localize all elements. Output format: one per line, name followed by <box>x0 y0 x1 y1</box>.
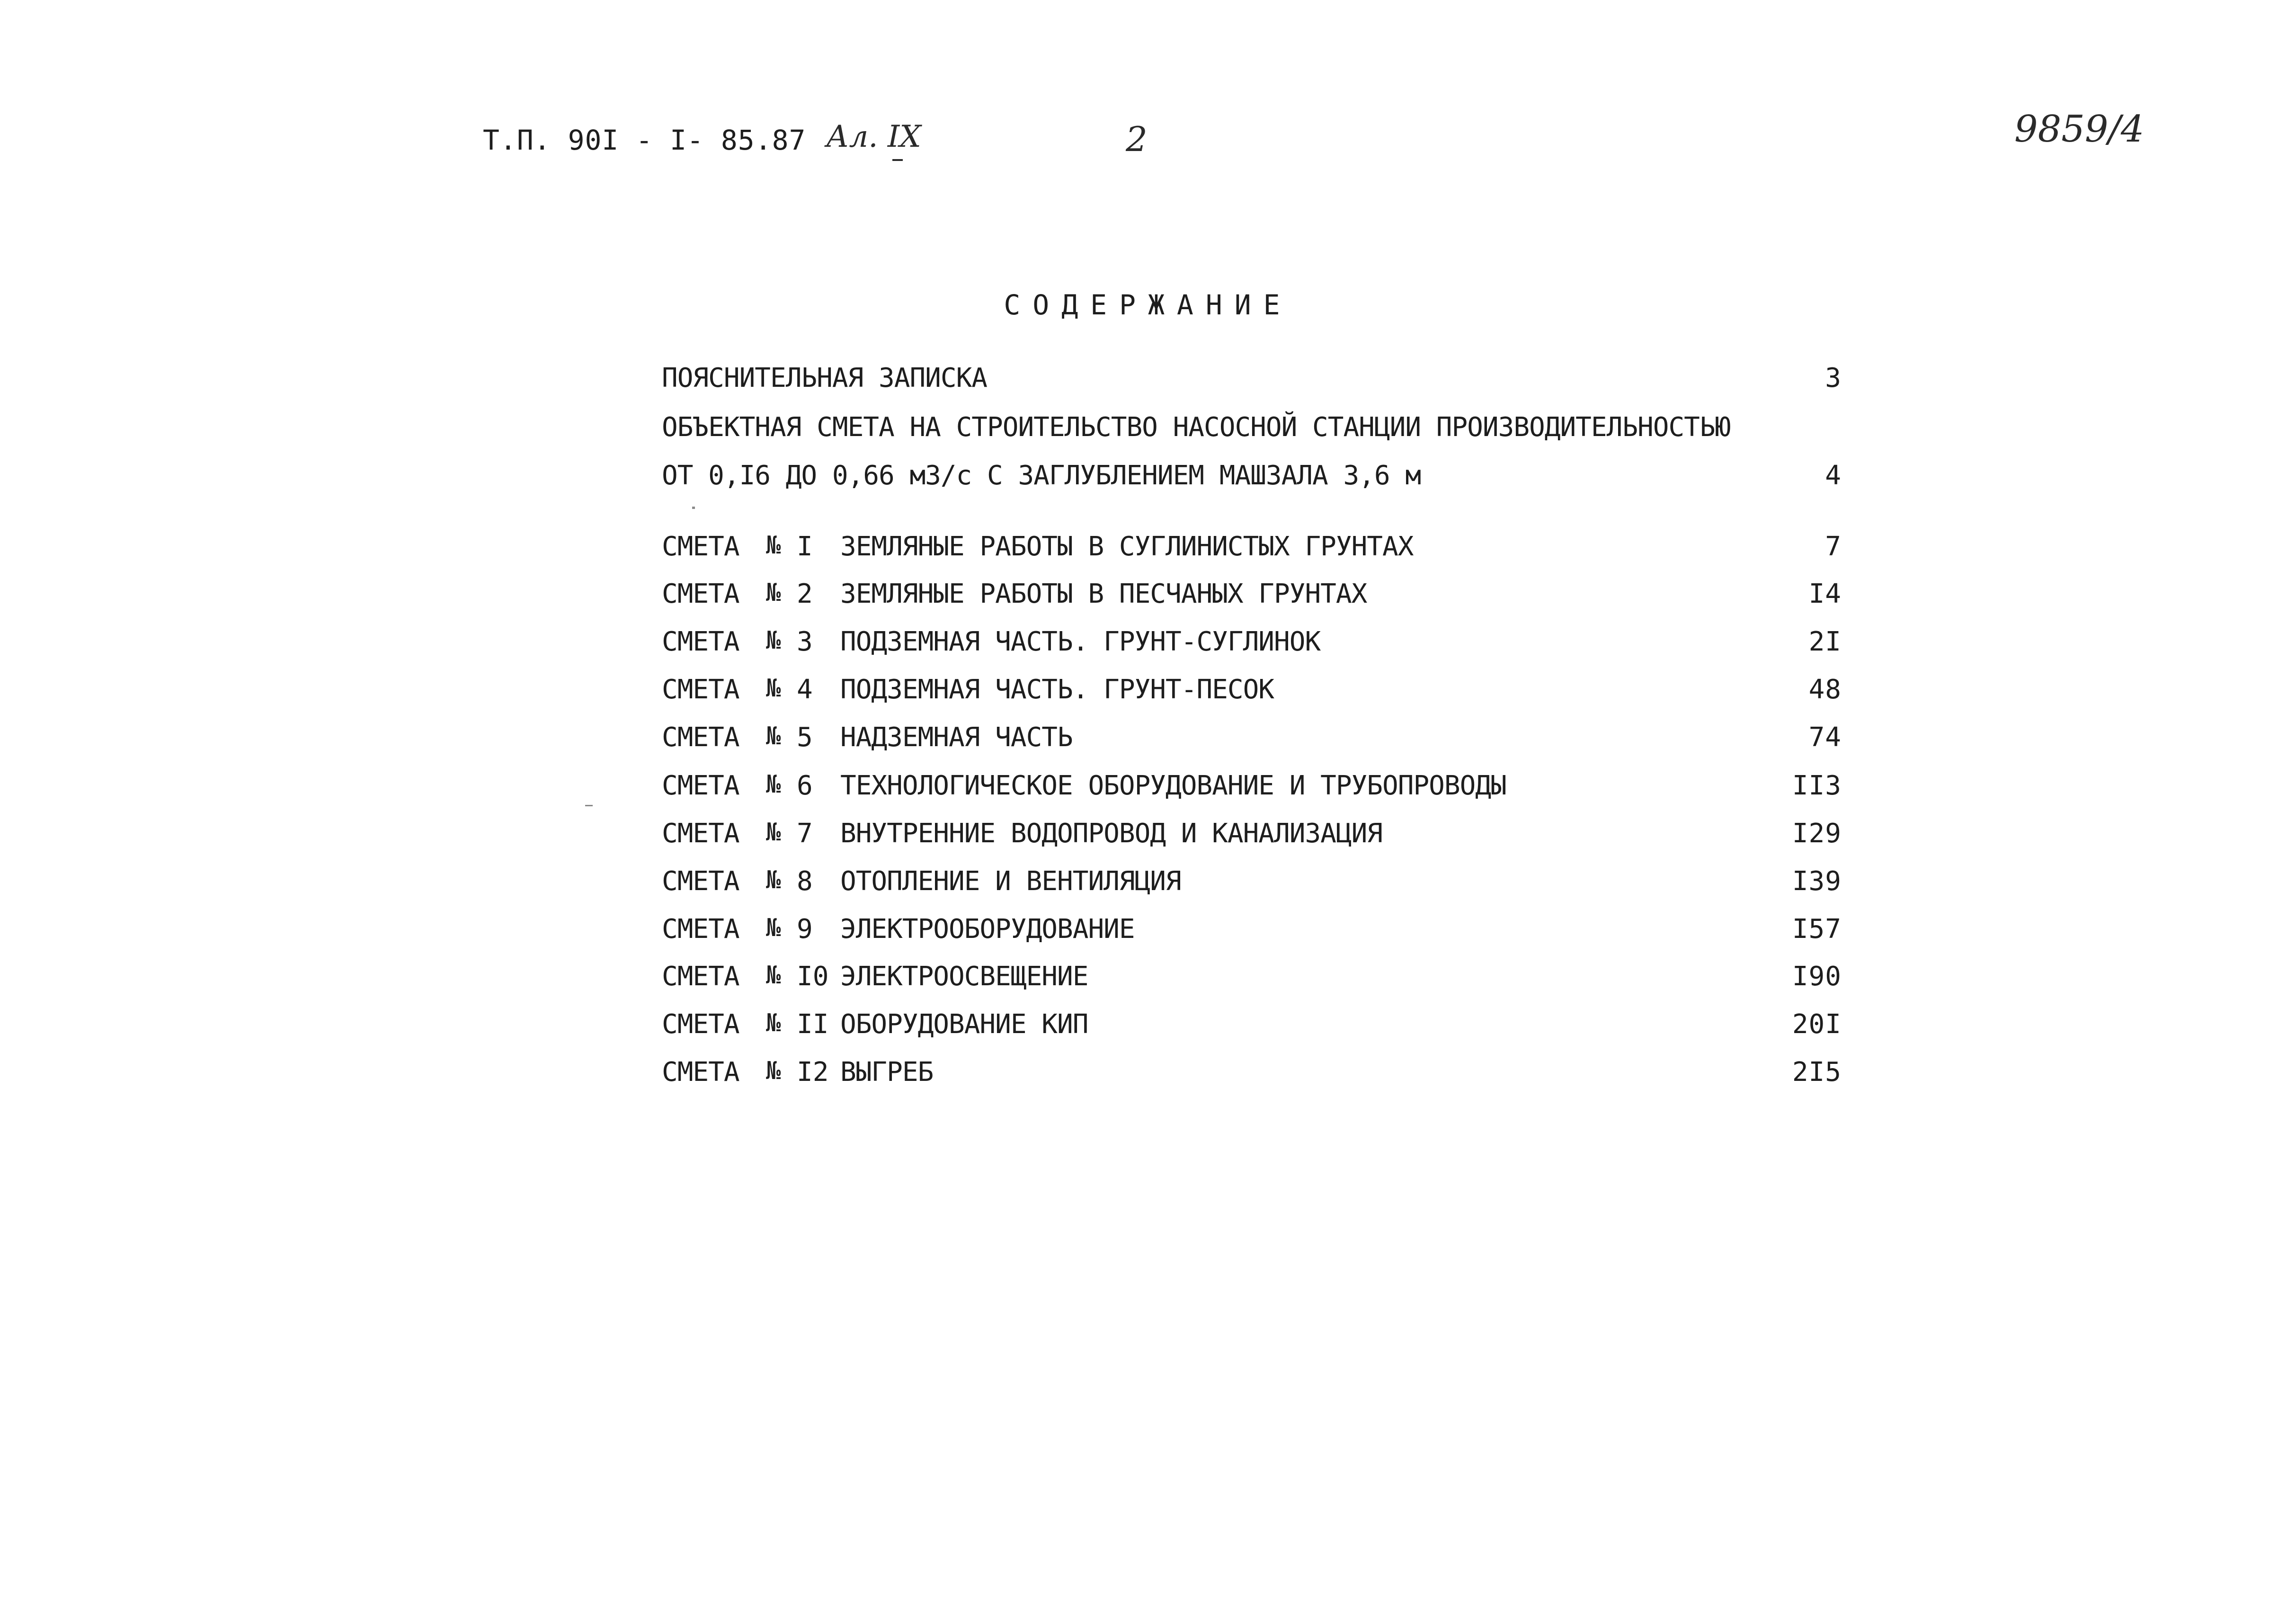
estimate-number: 8 <box>797 866 813 897</box>
estimate-name: ТЕХНОЛОГИЧЕСКОЕ ОБОРУДОВАНИЕ И ТРУБОПРОВОДЫ <box>840 770 1506 801</box>
estimate-page: 2I5 <box>1792 1057 1842 1088</box>
estimate-name: ЗЕМЛЯНЫЕ РАБОТЫ В СУГЛИНИСТЫХ ГРУНТАХ <box>840 531 1414 562</box>
estimate-row <box>0 866 2296 904</box>
estimate-page: 48 <box>1808 674 1842 705</box>
estimate-number-sign: № <box>766 1009 780 1037</box>
intro-page-3: 4 <box>1825 460 1842 491</box>
estimate-number-sign: № <box>766 531 780 560</box>
estimate-number-sign: № <box>766 626 780 655</box>
intro-line-3: ОТ 0,I6 ДО 0,66 м3/с С ЗАГЛУБЛЕНИЕМ МАШЗАЛА 3,6 м <box>662 460 1421 491</box>
estimate-keyword: СМЕТА <box>662 1009 739 1040</box>
estimate-number: 6 <box>797 770 813 801</box>
estimate-number: I <box>797 531 813 562</box>
document-code: Т.П. 90I - I- 85.87 <box>483 124 806 156</box>
estimate-row <box>0 770 2296 808</box>
estimate-number: 2 <box>797 579 813 609</box>
album-number: Ал. IX <box>826 119 921 154</box>
estimate-number-sign: № <box>766 579 780 607</box>
estimate-row <box>0 722 2296 760</box>
estimate-number: 9 <box>797 914 813 945</box>
estimate-row <box>0 1057 2296 1095</box>
estimate-name: ЗЕМЛЯНЫЕ РАБОТЫ В ПЕСЧАНЫХ ГРУНТАХ <box>840 579 1367 609</box>
estimate-keyword: СМЕТА <box>662 531 739 562</box>
estimate-name: ПОДЗЕМНАЯ ЧАСТЬ. ГРУНТ-ПЕСОК <box>840 674 1274 705</box>
album-underline <box>892 159 903 161</box>
estimate-page: I90 <box>1792 961 1842 992</box>
estimate-row <box>0 818 2296 856</box>
estimate-row <box>0 626 2296 664</box>
estimate-keyword: СМЕТА <box>662 961 739 992</box>
estimate-number: II <box>797 1009 829 1040</box>
contents-title: СОДЕРЖАНИЕ <box>1004 289 1292 321</box>
estimate-page: I29 <box>1792 818 1842 849</box>
estimate-number: I0 <box>797 961 829 992</box>
estimate-name: ВЫГРЕБ <box>840 1057 934 1088</box>
estimate-row <box>0 674 2296 712</box>
estimate-keyword: СМЕТА <box>662 818 739 849</box>
estimate-keyword: СМЕТА <box>662 626 739 657</box>
estimate-number-sign: № <box>766 722 780 750</box>
estimate-page: I57 <box>1792 914 1842 945</box>
estimate-number-sign: № <box>766 866 780 894</box>
estimate-page: I39 <box>1792 866 1842 897</box>
estimate-row <box>0 579 2296 616</box>
intro-line-1: ПОЯСНИТЕЛЬНАЯ ЗАПИСКА <box>662 363 988 393</box>
estimate-page: I4 <box>1808 579 1842 609</box>
estimate-name: ОТОПЛЕНИЕ И ВЕНТИЛЯЦИЯ <box>840 866 1181 897</box>
estimate-number-sign: № <box>766 1057 780 1085</box>
estimate-name: ЭЛЕКТРООСВЕЩЕНИЕ <box>840 961 1088 992</box>
page-number: 2 <box>1126 119 1148 159</box>
estimate-row <box>0 914 2296 952</box>
estimate-keyword: СМЕТА <box>662 866 739 897</box>
estimate-page: 20I <box>1792 1009 1842 1040</box>
inventory-number: 9859/4 <box>2014 108 2145 151</box>
estimate-number-sign: № <box>766 818 780 847</box>
estimate-number-sign: № <box>766 770 780 799</box>
estimate-name: ОБОРУДОВАНИЕ КИП <box>840 1009 1088 1040</box>
estimate-row <box>0 1009 2296 1047</box>
estimate-page: 2I <box>1808 626 1842 657</box>
estimate-keyword: СМЕТА <box>662 579 739 609</box>
estimate-row <box>0 961 2296 999</box>
intro-line-2: ОБЪЕКТНАЯ СМЕТА НА СТРОИТЕЛЬСТВО НАСОСНОЙ СТАНЦИИ ПРОИЗВОДИТЕЛЬНОСТЬЮ <box>662 412 1731 443</box>
estimate-page: 7 <box>1825 531 1842 562</box>
estimate-keyword: СМЕТА <box>662 1057 739 1088</box>
scan-speck <box>692 507 695 509</box>
estimate-number: 3 <box>797 626 813 657</box>
estimate-name: НАДЗЕМНАЯ ЧАСТЬ <box>840 722 1073 753</box>
estimate-number: I2 <box>797 1057 829 1088</box>
estimate-number-sign: № <box>766 961 780 990</box>
estimate-row <box>0 531 2296 569</box>
estimate-page: 74 <box>1808 722 1842 753</box>
estimate-number-sign: № <box>766 914 780 942</box>
intro-page-1: 3 <box>1825 363 1842 393</box>
estimate-number: 5 <box>797 722 813 753</box>
estimate-keyword: СМЕТА <box>662 674 739 705</box>
estimate-number: 4 <box>797 674 813 705</box>
estimate-keyword: СМЕТА <box>662 722 739 753</box>
estimate-keyword: СМЕТА <box>662 770 739 801</box>
estimate-page: II3 <box>1792 770 1842 801</box>
estimate-keyword: СМЕТА <box>662 914 739 945</box>
estimate-number: 7 <box>797 818 813 849</box>
estimate-number-sign: № <box>766 674 780 703</box>
estimate-name: ПОДЗЕМНАЯ ЧАСТЬ. ГРУНТ-СУГЛИНОК <box>840 626 1321 657</box>
estimate-name: ВНУТРЕННИЕ ВОДОПРОВОД И КАНАЛИЗАЦИЯ <box>840 818 1383 849</box>
estimate-name: ЭЛЕКТРООБОРУДОВАНИЕ <box>840 914 1135 945</box>
